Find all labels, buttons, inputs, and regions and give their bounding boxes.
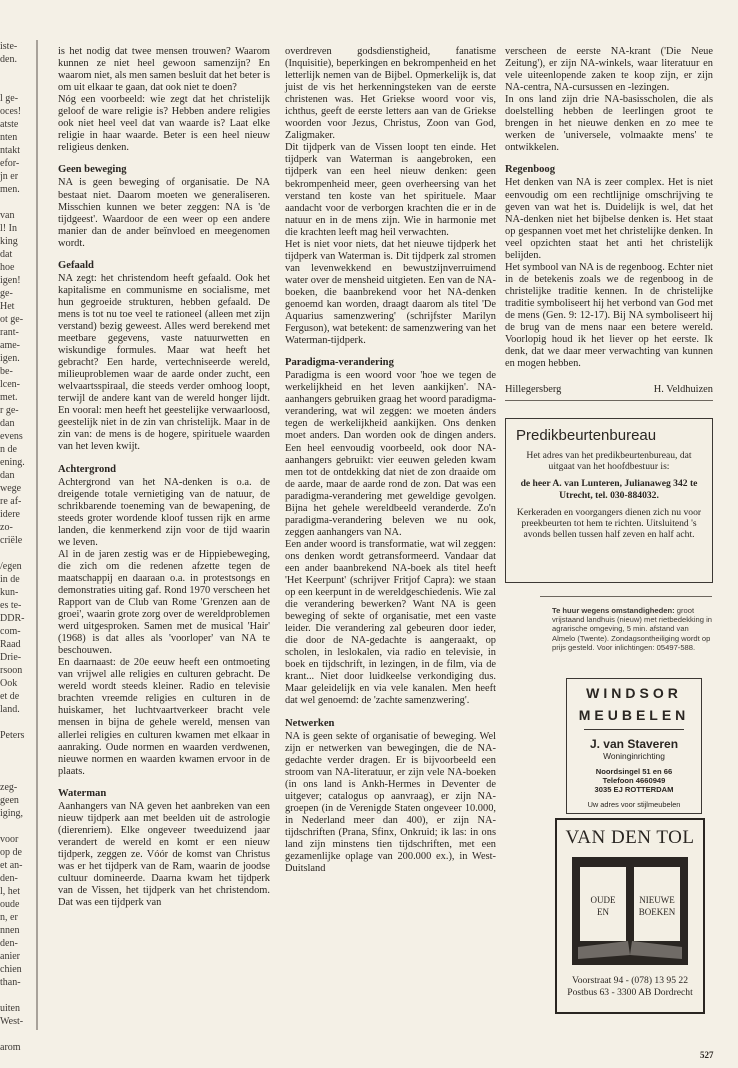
- van-den-tol-address: Voorstraat 94 - (078) 13 95 22: [572, 975, 688, 986]
- te-huur-heading: Te huur wegens omstandigheden:: [552, 606, 675, 615]
- margin-fragment: uiten: [0, 1003, 20, 1014]
- margin-fragment: in de: [0, 574, 20, 585]
- margin-fragment: et de: [0, 691, 20, 702]
- predikbeurtenbureau-box: [505, 418, 713, 583]
- paragraph: verscheen de eerste NA-krant ('Die Neue Zeitung'), er zijn NA-winkels, waar literatuur en vele uiteenlopende zaken te koop zijn, er zijn NA-centra, NA-cursussen en -lezingen.: [505, 46, 713, 94]
- van-den-tol-title: VAN DEN TOL: [565, 827, 695, 848]
- margin-fragment: than-: [0, 977, 21, 988]
- section-heading: Gefaald: [58, 259, 94, 271]
- margin-fragment: [0, 716, 36, 729]
- margin-fragment: op de: [0, 847, 22, 858]
- margin-fragment: n, er: [0, 912, 18, 923]
- article-column-2: [285, 46, 496, 1036]
- margin-fragment: evens: [0, 431, 23, 442]
- paragraph: Dit tijdperk van de Vissen loopt ten einde. Het tijdperk van Waterman is aangebroken, een tijdperk van een heel nieuw denken: geen bekrompenheid meer, geen overheersing van het verstand ten koste van het spirituele. Maar aandacht voor de verborgen krachten die er in de natuur en in de mens zijn. Wie in harmonie met die krachten leeft mag heil verwachten.: [285, 142, 496, 238]
- margin-fragment: criële: [0, 535, 23, 546]
- margin-fragment: Drie-: [0, 652, 22, 663]
- margin-fragment: idere: [0, 509, 20, 520]
- logo-right-line2: BOEKEN: [638, 907, 676, 917]
- margin-fragment: met.: [0, 392, 18, 403]
- section-heading: Achtergrond: [58, 463, 117, 475]
- logo-left-line2: EN: [597, 907, 609, 917]
- te-huur-ad: [552, 606, 712, 652]
- margin-fragment: com-: [0, 626, 21, 637]
- paragraph: Een ander woord is transformatie, wat wil zeggen: ons denken wordt getransformeerd. Vandaar dat een ander baanbrekend NA-boek als titel heeft 'Het Keerpunt' (schrijver Fritjof Capra): we staan op een keerpunt in de wereldgeschiedenis. Wie zal die verandering bewerken? Want NA is geen beweging of sekte of organisatie, met een vaste leider. Die verandering zal gebeuren door ieder, die door de NA-gedachte is aangeraakt, op scholen, in leslokalen, via radio en televisie, in boek en tijdschrift, in lezingen, in de film, via de krant... Niet door luidkeelse verkondiging dus. Maar geleidelijk en via vele kanalen. Men heeft dat wel genoemd: de 'zachte samenzwering'.: [285, 538, 496, 707]
- margin-fragment: arom: [0, 1042, 21, 1053]
- section-heading: Geen beweging: [58, 164, 127, 176]
- margin-fragment: dan: [0, 470, 15, 481]
- margin-fragment: zo-: [0, 522, 13, 533]
- paragraph: NA is geen sekte of organisatie of beweging. Wel zijn er netwerken van bewegingen, die de NA-gedachte verder dragen. Er is bijvoorbeeld een stroom van NA-literatuur, er zijn vele NA-boeken (in ons land is Ankh-Hermes in Deventer de uitgever; catalogus op aanvraag), er zijn NA-groepen (in de Verenigde Staten ongeveer 10.000, in Nederland meer dan 400), er zijn NA-tijdschriften (Prana, Sfinx, Onkruid; ik las: in ons land zijn minstens tien tijdschriften, met een gezamenlijke oplage van 200.000 ex.), in West-Duitsland: [285, 730, 496, 875]
- margin-fragment: rant-: [0, 327, 19, 338]
- margin-fragment: West-: [0, 1016, 24, 1027]
- column-rule: [505, 400, 713, 401]
- margin-fragment: es te-: [0, 600, 22, 611]
- paragraph: Het is niet voor niets, dat het nieuwe tijdperk het tijdperk van Waterman is. Dit tijdperk zal stromen van levenwekkend en bewustzijnverruimend water over de mensheid uitgieten. Een van de NA-boeken, die baanbrekend voor het NA-denken genoemd kan worden, draagt daarom als titel 'De Aquarius samenzwering' (schrijfster Marilyn Ferguson), wat betekent: de samenzwering van het Waterman-tijdperk.: [285, 238, 496, 347]
- windsor-phone: Telefoon 4660949: [602, 776, 666, 785]
- predik-note: Kerkeraden en voorgangers dienen zich nu voor preekbeurten tot hem te richten. Uitsluitend 's avonds bellen tussen half zeven en half acht.: [516, 506, 702, 541]
- margin-fragment: oude: [0, 899, 20, 910]
- windsor-footer: Uw adres voor stijlmeubelen: [587, 800, 681, 809]
- margin-fragment: oces!: [0, 106, 22, 117]
- article-column-3-body: [505, 46, 713, 370]
- margin-fragment: [0, 66, 36, 79]
- margin-fragment: [0, 742, 36, 755]
- logo-left-line1: OUDE: [590, 895, 616, 905]
- margin-fragment: be-: [0, 366, 13, 377]
- windsor-meubelen-ad: [566, 678, 702, 814]
- page-number: 527: [700, 1050, 714, 1060]
- margin-fragment: igen!: [0, 275, 21, 286]
- margin-fragment: ntakt: [0, 145, 20, 156]
- margin-fragment: den-: [0, 938, 18, 949]
- article-column-3: [505, 46, 713, 436]
- article-column-1: [58, 46, 270, 1036]
- paragraph: Nóg een voorbeeld: wie zegt dat het christelijk geloof de ware religie is? Hebben andere religies ook niet heel veel dat van waarde is? Laat elke religie in haar waarde. Beter is een heel nieuw religieus denken.: [58, 94, 270, 154]
- paragraph: is het nodig dat twee mensen trouwen? Waarom kunnen ze niet heel gewoon samenzijn? En waarom niet, als men samen besluit dat het beter is om uit elkaar te gaan, dat ook niet te doen?: [58, 46, 270, 94]
- ad-rule: [540, 596, 712, 597]
- margin-fragment: [0, 755, 36, 768]
- margin-fragment: ening.: [0, 457, 25, 468]
- predik-intro: Het adres van het predikbeurtenbureau, dat uitgaat van het hoofdbestuur is:: [526, 450, 692, 473]
- margin-fragment: land.: [0, 704, 20, 715]
- margin-fragment: [0, 820, 36, 833]
- margin-fragment: Ook: [0, 678, 18, 689]
- paragraph: Paradigma is een woord voor 'hoe we tegen de werkelijkheid en het leven aankijken'. NA-aanhangers gebruiken graag het woord paradigma-verandering, wat wil zeggen: we moeten ánders tegen de werkelijkheid aankijken. Ons denken moet anders. Dan worden ook de dingen anders. Een heel eenvoudig voorbeeld, ook door NA-aanhangers gebruikt: vier eeuwen geleden kwam men tot de ontdekking dat niet de zon draaide om de aarde, maar de aarde rond de zon. Dat was een paradigma-verandering met geweldige gevolgen. Bijna het gehele wereldbeeld veranderde. Zo'n paradigma-verandering beleven we nu ook, zeggen aanhangers van NA.: [285, 370, 496, 538]
- margin-fragment: Raad: [0, 639, 21, 650]
- margin-fragment: Peters: [0, 730, 25, 741]
- margin-fragment: l, het: [0, 886, 20, 897]
- margin-fragment: [0, 196, 36, 209]
- logo-right-line1: NIEUWE: [639, 895, 675, 905]
- margin-fragment: [0, 768, 36, 781]
- margin-fragment: den.: [0, 54, 17, 65]
- margin-fragment: geen: [0, 795, 19, 806]
- signature-author: H. Veldhuizen: [653, 384, 713, 396]
- book-logo-icon: [570, 855, 690, 967]
- margin-fragment: kun-: [0, 587, 19, 598]
- paragraph: overdreven godsdienstigheid, fanatisme (Inquisitie), beperkingen en bekrompenheid en het letterlijk nemen van de Bijbel. Opmerkelijk is, dat juist de vis het herkenningsteken van de eerste christenen was. Het Griekse woord voor vis, ichthus, geeft de eerste letters aan van de Griekse woorden voor Jezus, Christus, Zoon van God, Zaligmaker.: [285, 46, 496, 142]
- te-huur-body: groot vrijstaand landhuis (nieuw) met rietbedekking in agrarische omgeving, 5 min. afstand van Almelo (Twente). Zondagsontheiliging wordt op prijs gesteld. Voor inlichtingen: 05497-588.: [552, 606, 712, 652]
- margin-fragment: [0, 989, 36, 1002]
- margin-fragment: n de: [0, 444, 17, 455]
- margin-fragment: hoe: [0, 262, 15, 273]
- margin-fragment: ot ge-: [0, 314, 24, 325]
- van-den-tol-ad: [555, 818, 705, 1014]
- margin-fragment: den-: [0, 873, 18, 884]
- margin-fragment: ge-: [0, 288, 13, 299]
- margin-fragment: igen.: [0, 353, 20, 364]
- margin-fragment: men.: [0, 184, 20, 195]
- margin-fragment: voor: [0, 834, 19, 845]
- van-den-tol-postbus: Postbus 63 - 3300 AB Dordrecht: [567, 987, 693, 998]
- margin-fragment: zeg-: [0, 782, 18, 793]
- predik-address: de heer A. van Lunteren, Julianaweg 342 te Utrecht, tel. 030-884032.: [520, 478, 698, 501]
- margin-fragment: iging,: [0, 808, 24, 819]
- margin-fragment: [0, 547, 36, 560]
- margin-fragment: lcen-: [0, 379, 20, 390]
- margin-fragment: r ge-: [0, 405, 19, 416]
- margin-fragment: rsoon: [0, 665, 23, 676]
- margin-fragment: re af-: [0, 496, 22, 507]
- paragraph: NA zegt: het christendom heeft gefaald. Ook het kapitalisme en communisme en socialisme, met hun gegroeide strukturen, hebben gefaald. De mens is tot nu toe veel te rationeel (alleen met zijn verstand) bezig geweest. Alles werd berekend met meetbare gegevens, vaste natuurwetten en wiskundige formules. Maar wat heeft het gebracht? Een harde, vertechniseerde wereld, milieuproblemen waar de aarde onder zucht, een welvaartsspiraal, die steeds verder omhoog loopt, terwijl de andere kant van de wereld honger lijdt. En vooral: men heeft het geestelijke verwaarloosd, geestelijk niet in de zin van christelijk. Maar in de zin van: de mens is de hogere, spirituele waarden van het leven kwijt.: [58, 272, 270, 453]
- predik-title: Predikbeurtenbureau: [516, 427, 657, 444]
- margin-fragment: et an-: [0, 860, 23, 871]
- section-heading: Regenboog: [505, 164, 556, 176]
- margin-fragment: l! In: [0, 223, 17, 234]
- paragraph: Aanhangers van NA geven het aanbreken van een nieuw tijdperk aan met beelden uit de astrologie (dierenriem). Elke ongeveer tweeduizend jaar verandert de wereld en komt er een nieuw tijdperk, zeggen ze. Vóór de komst van Christus was er het tijdperk van de Ram, waarin de joodse cultuur domineerde. Daarna kwam het tijdperk van de Vissen, het tijdperk van het christendom. Dat was een tijdperk van: [58, 800, 270, 909]
- margin-fragment: wege: [0, 483, 22, 494]
- margin-fragment: /egen: [0, 561, 22, 572]
- margin-fragment: anier: [0, 951, 20, 962]
- margin-fragment: ame-: [0, 340, 20, 351]
- margin-fragment: dan: [0, 418, 15, 429]
- windsor-name: J. van Staveren: [589, 737, 679, 751]
- article-signature: [505, 384, 713, 396]
- section-heading: Paradigma-verandering: [285, 357, 394, 369]
- windsor-brand-line2: MEUBELEN: [578, 707, 690, 723]
- margin-fragment: DDR-: [0, 613, 25, 624]
- paragraph: In ons land zijn drie NA-basisscholen, die als doelstelling hebben de leerlingen groot te brengen in het nieuwe denken en zo mee te werken de 'universele, volmaakte mens' te ontwikkelen.: [505, 94, 713, 154]
- windsor-brand-line1: WINDSOR: [586, 685, 682, 701]
- margin-fragment: dat: [0, 249, 13, 260]
- windsor-street: Noordsingel 51 en 66: [595, 767, 673, 776]
- margin-fragment: l ge-: [0, 93, 19, 104]
- windsor-city: 3035 EJ ROTTERDAM: [594, 785, 674, 794]
- margin-fragment: atste: [0, 119, 19, 130]
- margin-fragment: iste-: [0, 41, 18, 52]
- section-heading: Netwerken: [285, 717, 335, 729]
- section-heading: Waterman: [58, 787, 107, 799]
- paragraph: Achtergrond van het NA-denken is o.a. de dreigende totale vernietiging van de natuur, de schrikbarende toeneming van de bewapening, de steeds groter wordende kloof tussen rijk en arme landen, die kenmerkend zijn voor de tijd waarin we leven.: [58, 476, 270, 548]
- margin-fragment: Het: [0, 301, 15, 312]
- windsor-subtitle: Woninginrichting: [603, 751, 665, 761]
- paragraph: Het denken van NA is zeer complex. Het is niet eenvoudig om een rechtlijnige omschrijving te geven van wat het is. Duidelijk is wel, dat het NA-denken niet het bijbelse denken is. Het staat op gespannen voet met het christelijke denken. In veel opzichten staat het anti het christelijk belijden.: [505, 177, 713, 261]
- margin-fragment: nnen: [0, 925, 20, 936]
- margin-fragment: van: [0, 210, 15, 221]
- margin-fragment: jn er: [0, 171, 19, 182]
- margin-fragment: king: [0, 236, 18, 247]
- margin-fragment: [0, 1028, 36, 1041]
- paragraph: Het symbool van NA is de regenboog. Echter niet in de betekenis zoals we de regenboog in de christelijke traditie kennen. In de christelijke traditie symboliseert hij het verbond van God met de mens (Gen. 9: 12-17). Bij NA symboliseert hij de brug van de mens naar een betere wereld. Voorlopig houd ik het liever op het eerste. Ik denk, dat we daar meer verwachting van kunnen en mogen hebben.: [505, 261, 713, 370]
- paragraph: Al in de jaren zestig was er de Hippiebeweging, die zich om die redenen afzette tegen de maatschappij en daaraan o.a. in protestsongs en demonstraties uiting gaf. Rond 1970 verscheen het Rapport van de Club van Rome 'Grenzen aan de groei', waarin grote zorg over de wereldproblemen werd uitgesproken. Samen met de musical 'Hair' (1968) is dat alles als 'voorloper' van NA te beschouwen.: [58, 548, 270, 657]
- windsor-divider: [584, 729, 684, 730]
- margin-fragment: [0, 79, 36, 92]
- margin-fragment: chien: [0, 964, 22, 975]
- paragraph: NA is geen beweging of organisatie. De NA bestaat niet. Daarom moeten we generaliseren. Misschien kunnen we beter zeggen: NA is 'de tijdgeest'. Waardoor de een weer op een andere manier dan de ander beïnvloed en meegenomen wordt.: [58, 177, 270, 249]
- signature-place: Hillegersberg: [505, 384, 562, 396]
- paragraph: En daarnaast: de 20e eeuw heeft een ontmoeting van vrijwel alle religies en culturen gebracht. De wereld wordt steeds kleiner. Radio en televisie brachten vreemde religies en culturen in de huiskamer, het luchtvaartverkeer bracht vele mensen in bijna de gehele wereld, mensen van allerlei religies en culturen kwamen met elkaar in aanraking. Oude normen en waarden verdwenen, nieuwe normen en waarden kwamen ervoor in de plaats.: [58, 657, 270, 777]
- previous-page-margin: [0, 40, 38, 1053]
- margin-fragment: nten: [0, 132, 18, 143]
- margin-fragment: efor-: [0, 158, 20, 169]
